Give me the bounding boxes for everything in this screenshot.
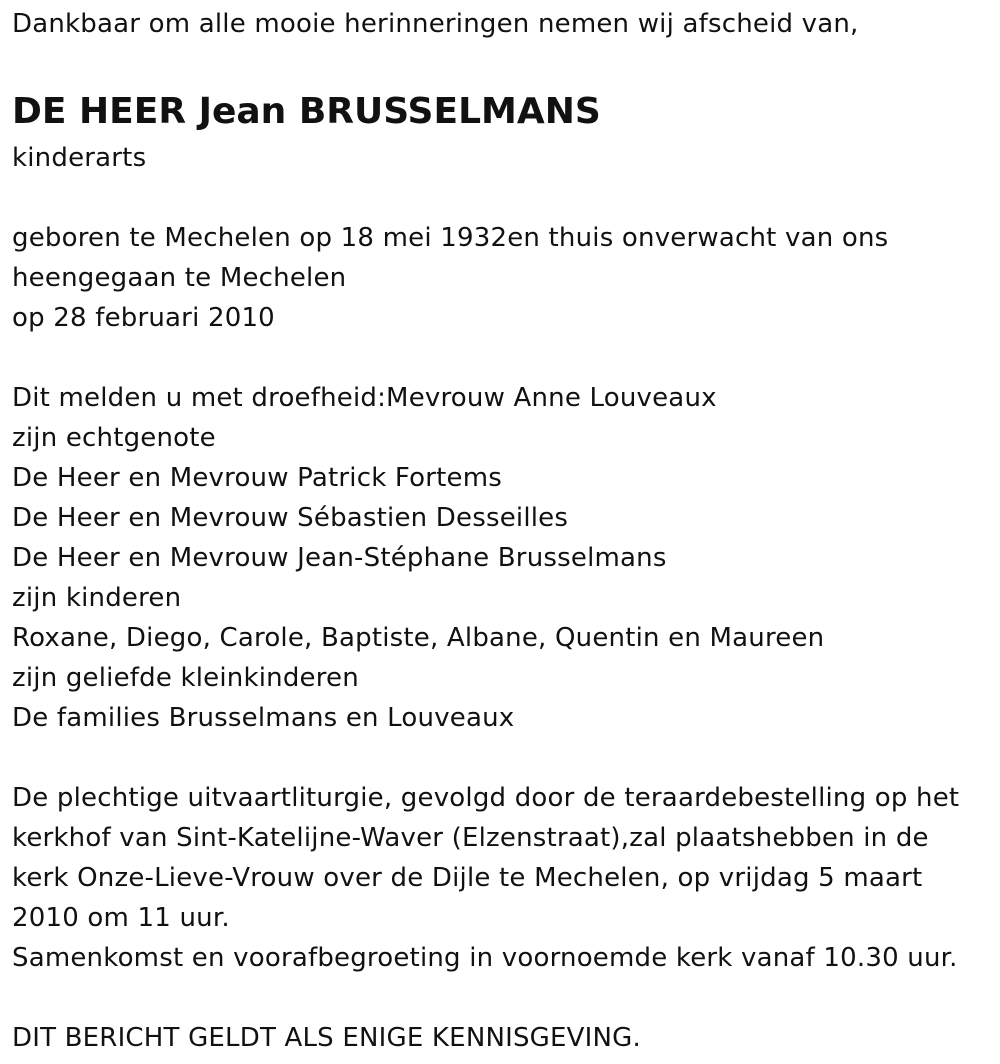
family-line: De families Brusselmans en Louveaux: [12, 703, 515, 733]
family-line: Roxane, Diego, Carole, Baptiste, Albane, Quentin en Maureen: [12, 623, 825, 653]
spacer: [12, 178, 988, 218]
spacer: [12, 44, 988, 84]
family-line: De Heer en Mevrouw Patrick Fortems: [12, 463, 503, 493]
family-line: De Heer en Mevrouw Sébastien Desseilles: [12, 503, 569, 533]
birth-death-line: geboren te Mechelen op 18 mei 1932en thuis onverwacht van ons: [12, 223, 889, 253]
ceremony-block: [12, 778, 988, 978]
family-block: [12, 378, 988, 738]
spacer: [12, 338, 988, 378]
deceased-name: DE HEER Jean BRUSSELMANS: [12, 91, 601, 132]
ceremony-line: kerkhof van Sint-Katelijne-Waver (Elzenstraat),zal plaatshebben in de: [12, 823, 929, 853]
ceremony-line: Samenkomst en voorafbegroeting in voornoemde kerk vanaf 10.30 uur.: [12, 943, 958, 973]
ceremony-line: De plechtige uitvaartliturgie, gevolgd door de teraardebestelling op het: [12, 783, 960, 813]
closing-statement: DIT BERICHT GELDT ALS ENIGE KENNISGEVING.: [12, 1023, 641, 1053]
spacer: [12, 978, 988, 1018]
birth-death-line: op 28 februari 2010: [12, 303, 275, 333]
family-line: zijn echtgenote: [12, 423, 216, 453]
obituary-notice: [12, 4, 988, 1058]
family-line: zijn geliefde kleinkinderen: [12, 663, 359, 693]
intro-text: Dankbaar om alle mooie herinneringen nemen wij afscheid van,: [12, 9, 859, 39]
family-line: Dit melden u met droefheid:Mevrouw Anne Louveaux: [12, 383, 717, 413]
birth-death-line: heengegaan te Mechelen: [12, 263, 347, 293]
profession: kinderarts: [12, 143, 147, 173]
family-line: De Heer en Mevrouw Jean-Stéphane Brusselmans: [12, 543, 667, 573]
spacer: [12, 738, 988, 778]
family-line: zijn kinderen: [12, 583, 182, 613]
birth-death-block: [12, 218, 988, 338]
ceremony-line: kerk Onze-Lieve-Vrouw over de Dijle te Mechelen, op vrijdag 5 maart: [12, 863, 923, 893]
ceremony-line: 2010 om 11 uur.: [12, 903, 230, 933]
